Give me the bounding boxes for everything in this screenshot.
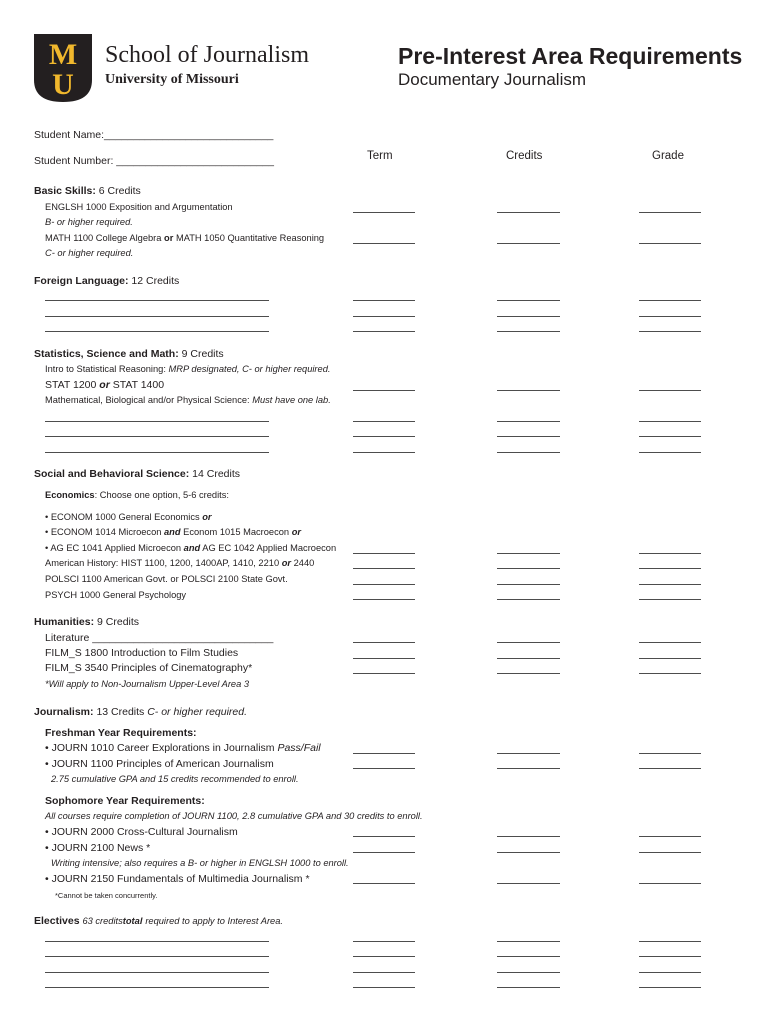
section-credits: 9 Credits [181,348,224,360]
term-entry-line[interactable] [353,836,415,837]
section-credits: 9 Credits [97,616,140,628]
course-psych: PSYCH 1000 General Psychology [45,590,187,600]
course-journ-1100: • JOURN 1100 Principles of American Journalism [45,758,274,770]
credits-entry-line[interactable] [497,941,560,942]
science-note: Must have one lab. [252,395,331,405]
grade-entry-line[interactable] [639,390,701,391]
credits-entry-line[interactable] [497,673,560,674]
term-entry-line[interactable] [353,753,415,754]
course-polsci: POLSCI 1100 American Govt. or POLSCI 2100 State Govt. [45,574,288,584]
credits-entry-line[interactable] [497,243,560,244]
term-entry-line[interactable] [353,452,415,453]
course-film-1800: FILM_S 1800 Introduction to Film Studies [45,647,239,659]
concurrent-note: *Cannot be taken concurrently. [55,891,158,900]
course-entry-line[interactable] [45,452,269,453]
credits-entry-line[interactable] [497,987,560,988]
or-text: or [281,558,292,568]
course-englsh-1000: ENGLSH 1000 Exposition and Argumentation [45,202,233,212]
term-entry-line[interactable] [353,316,415,317]
course-stat [45,379,164,391]
humanities-note: *Will apply to Non-Journalism Upper-Level Area 3 [45,679,250,689]
section-heading: Statistics, Science and Math: [34,348,179,360]
credits-entry-line[interactable] [497,584,560,585]
course-entry-line[interactable] [45,316,269,317]
grade-entry-line[interactable] [639,584,701,585]
course-film-3540: FILM_S 3540 Principles of Cinematography* [45,662,253,674]
column-header-credits: Credits [506,150,543,162]
history-text: American History: HIST 1100, 1200, 1400AP, 1410, 2210 [45,558,280,568]
column-header-term: Term [367,150,393,162]
section-journalism [34,706,247,718]
course-entry-line[interactable] [45,941,269,942]
term-entry-line[interactable] [353,673,415,674]
credits-entry-line[interactable] [497,883,560,884]
term-entry-line[interactable] [353,941,415,942]
section-heading: Journalism: [34,706,94,718]
course-journ-2100: • JOURN 2100 News * [45,842,151,854]
grade-entry-line[interactable] [639,658,701,659]
credits-entry-line[interactable] [497,452,560,453]
section-social-science [34,468,240,480]
section-heading: Social and Behavioral Science: [34,468,190,480]
credits-entry-line[interactable] [497,658,560,659]
option-text: • ECONOM 1014 Microecon [45,527,162,537]
econ-option-3 [45,543,336,553]
grade-entry-line[interactable] [639,753,701,754]
course-history [45,558,314,568]
grade-entry-line[interactable] [639,212,701,213]
credits-note: C- or higher required. [147,706,248,718]
term-entry-line[interactable] [353,956,415,957]
course-note: B- or higher required. [45,217,133,227]
section-heading: Electives [34,915,80,927]
course-journ-2150: • JOURN 2150 Fundamentals of Multimedia Journalism * [45,873,310,885]
course-note: C- or higher required. [45,248,134,258]
sophomore-note: All courses require completion of JOURN 1100, 2.8 cumulative GPA and 30 credits to enroll. [45,811,423,821]
credits-entry-line[interactable] [497,753,560,754]
pass-fail-text: Pass/Fail [277,742,321,754]
term-entry-line[interactable] [353,436,415,437]
grade-entry-line[interactable] [639,852,701,853]
student-number-field[interactable]: Student Number: ___________________________ [34,155,274,167]
section-credits: 6 Credits [98,185,141,197]
grade-entry-line[interactable] [639,941,701,942]
term-entry-line[interactable] [353,421,415,422]
stats-intro [45,364,330,374]
credits-entry-line[interactable] [497,852,560,853]
grade-entry-line[interactable] [639,987,701,988]
term-entry-line[interactable] [353,331,415,332]
section-statistics [34,348,224,360]
and-text: and [183,543,201,553]
freshman-note: 2.75 cumulative GPA and 15 credits recommended to enroll. [51,774,299,784]
term-entry-line[interactable] [353,852,415,853]
grade-entry-line[interactable] [639,673,701,674]
section-heading: Humanities: [34,616,95,628]
grade-entry-line[interactable] [639,436,701,437]
course-entry-line[interactable] [45,972,269,973]
section-credits: 13 Credits [96,706,145,718]
course-entry-line[interactable] [45,331,269,332]
column-header-grade: Grade [652,150,684,162]
course-math-1050: MATH 1050 Quantitative Reasoning [175,233,325,243]
grade-entry-line[interactable] [639,300,701,301]
term-entry-line[interactable] [353,883,415,884]
grade-entry-line[interactable] [639,768,701,769]
econ-option-1 [45,512,212,522]
term-entry-line[interactable] [353,390,415,391]
logo-letter-u: U [52,68,74,101]
option-text: Econom 1015 Macroecon [183,527,290,537]
grade-entry-line[interactable] [639,599,701,600]
grade-entry-line[interactable] [639,421,701,422]
credits-entry-line[interactable] [497,212,560,213]
economics-text: : Choose one option, 5-6 credits: [94,490,229,500]
course-journ-1010 [45,742,321,754]
section-electives [34,915,283,927]
grade-entry-line[interactable] [639,553,701,554]
freshman-heading: Freshman Year Requirements: [45,727,197,739]
course-entry-line[interactable] [45,421,269,422]
term-entry-line[interactable] [353,972,415,973]
section-credits: 12 Credits [131,275,180,287]
science-label: Mathematical, Biological and/or Physical Science: [45,395,250,405]
economics-label: Economics [45,490,95,500]
or-text: or [164,233,174,243]
grade-entry-line[interactable] [639,316,701,317]
course-entry-line[interactable] [45,987,269,988]
stats-intro-note: MRP designated, C- or higher required. [168,364,331,374]
term-entry-line[interactable] [353,987,415,988]
science-requirement [45,395,331,405]
stats-intro-label: Intro to Statistical Reasoning: [45,364,166,374]
credits-entry-line[interactable] [497,568,560,569]
grade-entry-line[interactable] [639,972,701,973]
mizzou-shield-icon [34,34,92,102]
credits-entry-line[interactable] [497,316,560,317]
section-humanities [34,616,139,628]
school-name: School of Journalism [105,42,309,68]
and-text: and [164,527,181,537]
section-foreign-language [34,275,179,287]
course-text: • JOURN 1010 Career Explorations in Journalism [45,742,275,754]
student-name-field[interactable]: Student Name:_____________________________ [34,129,274,141]
course-math [45,233,324,243]
term-entry-line[interactable] [353,584,415,585]
term-entry-line[interactable] [353,300,415,301]
economics-instructions [45,490,229,500]
course-journ-2000: • JOURN 2000 Cross-Cultural Journalism [45,826,238,838]
page-title: Pre-Interest Area Requirements [398,43,743,69]
course-entry-line[interactable] [45,300,269,301]
credits-entry-line[interactable] [497,836,560,837]
term-entry-line[interactable] [353,658,415,659]
section-heading: Basic Skills: [34,185,96,197]
history-text: 2440 [293,558,315,568]
or-text: or [202,512,212,522]
course-math-1100: MATH 1100 College Algebra [45,233,162,243]
term-entry-line[interactable] [353,568,415,569]
university-name: University of Missouri [105,72,239,87]
credits-entry-line[interactable] [497,972,560,973]
grade-entry-line[interactable] [639,568,701,569]
option-text: • ECONOM 1000 General Economics [45,512,200,522]
grade-entry-line[interactable] [639,883,701,884]
term-entry-line[interactable] [353,553,415,554]
course-stat-1200: STAT 1200 [45,379,97,391]
course-literature[interactable]: Literature _______________________________ [45,632,274,644]
credits-entry-line[interactable] [497,768,560,769]
course-entry-line[interactable] [45,956,269,957]
grade-entry-line[interactable] [639,836,701,837]
course-entry-line[interactable] [45,436,269,437]
credits-entry-line[interactable] [497,553,560,554]
econ-option-2 [45,527,301,537]
course-stat-1400: STAT 1400 [112,379,165,391]
grade-entry-line[interactable] [639,956,701,957]
grade-entry-line[interactable] [639,642,701,643]
option-text: AG EC 1042 Applied Macroecon [202,543,337,553]
credits-entry-line[interactable] [497,300,560,301]
credits-entry-line[interactable] [497,331,560,332]
term-entry-line[interactable] [353,642,415,643]
section-heading: Foreign Language: [34,275,129,287]
sophomore-heading: Sophomore Year Requirements: [45,795,205,807]
credits-entry-line[interactable] [497,390,560,391]
grade-entry-line[interactable] [639,331,701,332]
grade-entry-line[interactable] [639,243,701,244]
term-entry-line[interactable] [353,243,415,244]
mizzou-logo [34,34,92,102]
option-text: • AG EC 1041 Applied Microecon [45,543,182,553]
credits-entry-line[interactable] [497,642,560,643]
section-credits: 14 Credits [192,468,241,480]
or-text: or [99,379,110,391]
grade-entry-line[interactable] [639,452,701,453]
credits-entry-line[interactable] [497,421,560,422]
credits-entry-line[interactable] [497,956,560,957]
section-basic-skills [34,185,141,197]
credits-entry-line[interactable] [497,436,560,437]
term-entry-line[interactable] [353,768,415,769]
term-entry-line[interactable] [353,599,415,600]
journ-2100-note: Writing intensive; also requires a B- or higher in ENGLSH 1000 to enroll. [51,858,349,868]
electives-note: 63 credits [82,916,123,926]
or-text: or [291,527,301,537]
electives-note-bold: total [122,916,143,926]
term-entry-line[interactable] [353,212,415,213]
logo-letter-m: M [48,38,78,71]
electives-note: required to apply to Interest Area. [145,916,283,926]
page-subtitle: Documentary Journalism [398,70,587,89]
credits-entry-line[interactable] [497,599,560,600]
